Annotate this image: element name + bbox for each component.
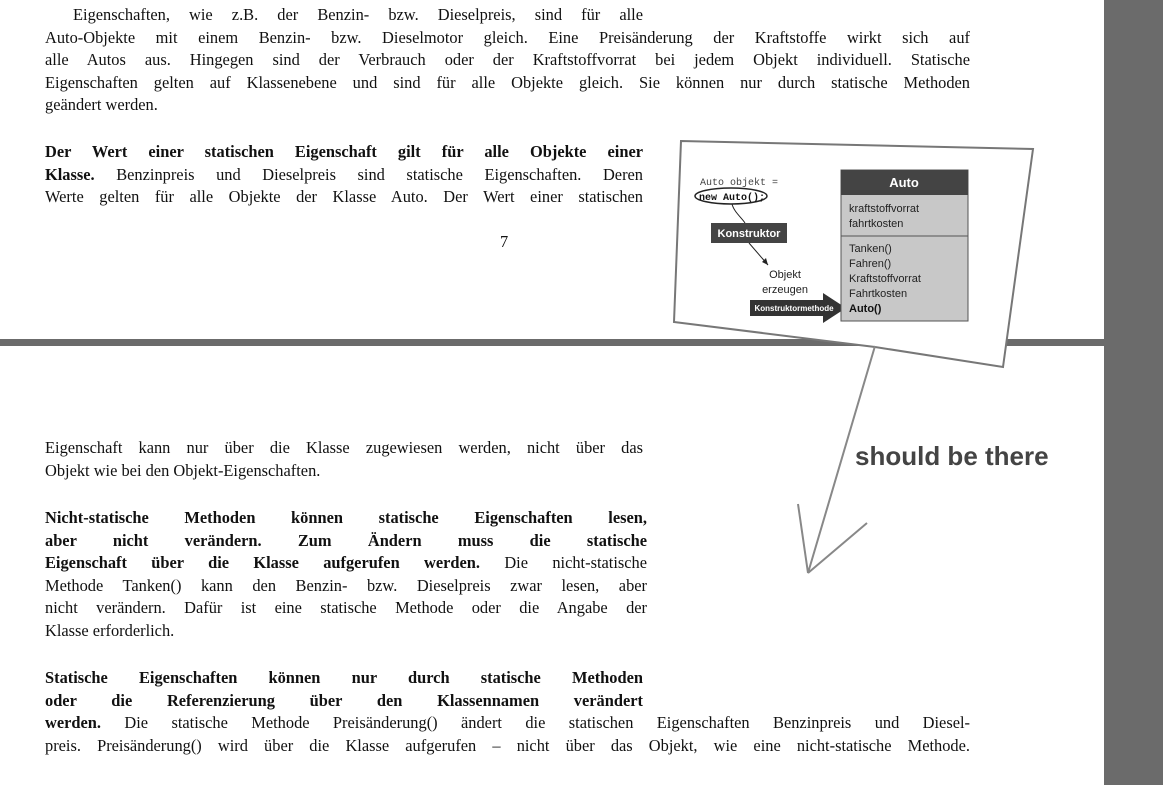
annotation-text: should be there: [855, 441, 1049, 471]
text-line: nicht verändern. Dafür ist eine statische Methode oder die Angabe der: [45, 598, 647, 618]
class-method: Kraftstoffvorrat: [849, 273, 921, 285]
class-attribute: fahrtkosten: [849, 218, 904, 230]
text: Die statische Methode Preisänderung() ändert die statischen Eigenschaften Benzinpreis und Diesel-: [101, 713, 970, 733]
text-line: Auto-Objekte mit einem Benzin- bzw. Dieselmotor gleich. Eine Preisänderung der Kraftstoffe wirkt sich auf: [45, 27, 970, 47]
create-object-label-2: erzeugen: [762, 284, 808, 296]
scrollbar[interactable]: [1104, 0, 1163, 785]
create-object-label-1: Objekt: [769, 269, 801, 281]
code-line-2: new Auto();: [699, 193, 766, 204]
class-method: Fahrtkosten: [849, 288, 908, 300]
text-line: Objekt wie bei den Objekt-Eigenschaften.: [45, 460, 321, 480]
text: Benzinpreis und Dieselpreis sind statische Eigenschaften. Deren: [94, 164, 643, 184]
code-line-1: Auto objekt =: [700, 178, 779, 189]
bold-text: aber nicht verändern. Zum Ändern muss die statische: [45, 530, 647, 550]
text-line: Methode Tanken() kann den Benzin- bzw. Dieselpreis zwar lesen, aber: [45, 575, 647, 595]
text-line: Eigenschaften, wie z.B. der Benzin- bzw. Dieselpreis, sind für alle: [73, 5, 643, 24]
constructor-method-label: Konstruktormethode: [754, 304, 834, 313]
text-line: geändert werden.: [45, 95, 158, 115]
bold-text: Eigenschaft über die Klasse aufgerufen werden.: [45, 553, 481, 573]
bold-text: oder die Referenzierung über den Klassennamen verändert: [45, 690, 643, 710]
text: Die nicht-statische: [480, 553, 648, 573]
constructor-label: Konstruktor: [717, 228, 781, 240]
text-line: Eigenschaften gelten auf Klassenebene und sind für alle Objekte gleich. Sie können nur durch statische Methoden: [45, 72, 970, 92]
bold-text: Der Wert einer statischen Eigenschaft gilt für alle Objekte einer: [45, 142, 643, 161]
bold-text: Klasse.: [45, 164, 95, 184]
text-line: Eigenschaft kann nur über die Klasse zugewiesen werden, nicht über das: [45, 438, 643, 457]
class-name: Auto: [889, 175, 919, 190]
page-number: 7: [500, 232, 509, 251]
text-line: Klasse erforderlich.: [45, 620, 175, 640]
text-line: Werte gelten für alle Objekte der Klasse Auto. Der Wert einer statischen: [45, 187, 643, 207]
bold-text: werden.: [45, 713, 101, 733]
class-constructor-method: Auto(): [849, 303, 882, 315]
bold-text: Nicht-statische Methoden können statische Eigenschaften lesen,: [45, 508, 647, 527]
text-line: alle Autos aus. Hingegen sind der Verbrauch oder der Kraftstoffvorrat bei jedem Objekt individuell. Statische: [45, 50, 970, 70]
class-method: Fahren(): [849, 258, 892, 270]
text-line: preis. Preisänderung() wird über die Klasse aufgerufen – nicht über das Objekt, wie eine nicht-statische Methode.: [45, 735, 970, 755]
bold-text: Statische Eigenschaften können nur durch statische Methoden: [45, 668, 643, 687]
class-attribute: kraftstoffvorrat: [849, 203, 920, 215]
class-method: Tanken(): [849, 243, 892, 255]
